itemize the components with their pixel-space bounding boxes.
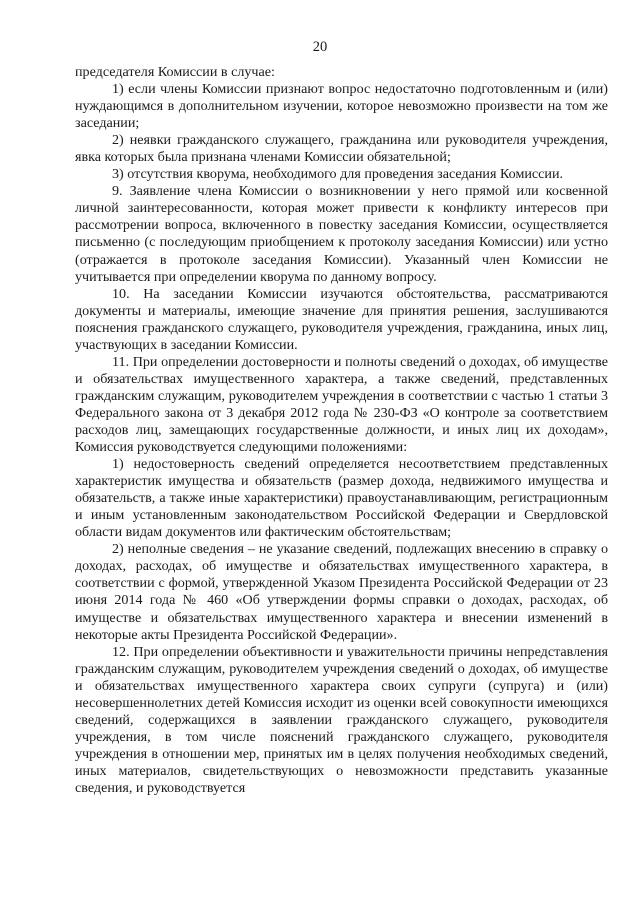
paragraph-item-3: 3) отсутствия кворума, необходимого для проведения заседания Комиссии. [112,166,564,183]
paragraph-section-11-item-2: 2) неполные сведения – не указание сведений, подлежащих внесению в справку о доходах, расходах, об имуществе и обязательствах имущественного характера, в соответствии с формой, утвержденной Указом Президента Российской Федерации от 23 июня 2014 года № 460 «Об утверждении формы справки о доходах, расходах, об имуществе и обязательствах имущественного характера и внесении изменений в некоторые акты Президента Российской Федерации». [75,541,608,643]
paragraph-section-10: 10. На заседании Комиссии изучаются обстоятельства, рассматриваются документы и материалы, имеющие значение для принятия решения, заслушиваются пояснения гражданского служащего, руководителя учреждения, гражданина, иных лиц, участвующих в заседании Комиссии. [75,285,608,353]
page-number: 20 [312,39,328,55]
paragraph-continuation: председателя Комиссии в случае: [75,64,275,80]
document-body [75,64,608,797]
paragraph-section-11: 11. При определении достоверности и полноты сведений о доходах, об имуществе и обязательствах имущественного характера, а также сведений, представленных гражданским служащим, руководителем учреждения в соответствии с частью 1 статьи 3 Федерального закона от 3 декабря 2012 года № 230-ФЗ «О контроле за соответствием расходов лиц, замещающих государственные должности, и иных лиц их доходам», Комиссия руководствуется следующими положениями: [75,353,608,456]
paragraph-item-1: 1) если члены Комиссии признают вопрос недостаточно подготовленным и (или) нуждающимся в дополнительном изучении, которое невозможно произвести на том же заседании; [75,81,608,132]
paragraph-section-11-item-1: 1) недостоверность сведений определяется несоответствием представленных характеристик имущества и обязательств (размер дохода, недвижимого имущества и обязательств, а также иные характеристики) правоустанавливающим, регистрационным и иным установленным законодательством Российской Федерации и Свердловской области видам документов или фактическим обстоятельствам; [75,456,608,541]
paragraph-section-9: 9. Заявление члена Комиссии о возникновении у него прямой или косвенной личной заинтересованности, которая может привести к конфликту интересов при рассмотрении вопроса, включенного в повестку заседания Комиссии, осуществляется письменно (с последующим приобщением к протоколу заседания Комиссии) или устно (отражается в протоколе заседания Комиссии). Указанный член Комиссии не учитывается при определении кворума по данному вопросу. [75,183,608,285]
paragraph-section-12: 12. При определении объективности и уважительности причины непредставления гражданским служащим, руководителем учреждения сведений о доходах, об имуществе и обязательствах имущественного характера своих супруги (супруга) и (или) несовершеннолетних детей Комиссия исходит из оценки всей совокупности имеющихся сведений, содержащихся в заявлении гражданского служащего, руководителя учреждения, в том числе пояснений гражданского служащего, руководителя учреждения в отношении мер, принятых им в целях получения необходимых сведений, иных материалов, свидетельствующих о невозможности представить указанные сведения, и руководствуется [75,643,608,796]
paragraph-item-2: 2) неявки гражданского служащего, гражданина или руководителя учреждения, явка которых была признана членами Комиссии обязательной; [75,132,608,166]
